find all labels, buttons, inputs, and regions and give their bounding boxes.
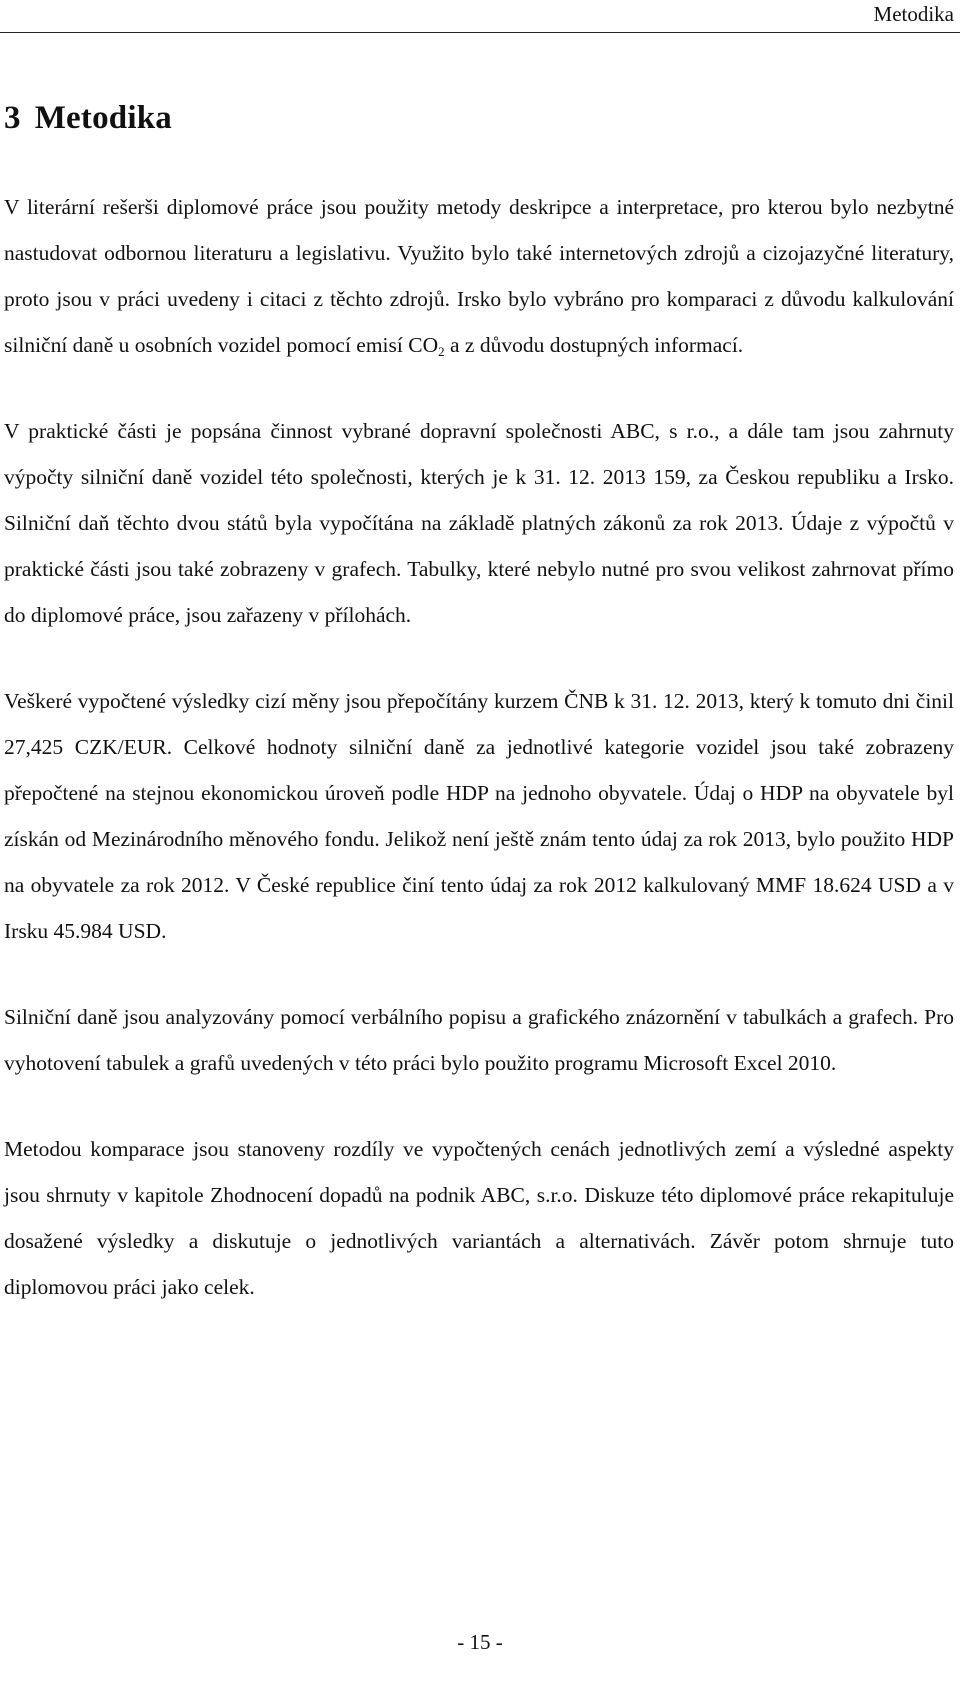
page-number: - 15 - <box>457 1630 503 1654</box>
chapter-number: 3 <box>4 100 21 136</box>
co2-subscript: 2 <box>438 344 445 359</box>
paragraph-1 <box>4 184 954 368</box>
paragraph-1-text: V literární rešerši diplomové práce jsou použity metody deskripce a interpretace, pro kterou bylo nezbytné nastudovat odbornou literaturu a legislativu. Využito bylo také internetových zdrojů a cizojazyčné literatury, proto jsou v práci uvedeny i citaci z těchto zdrojů. Irsko bylo vybráno pro komparaci z důvodu kalkulování silniční daně u osobních vozidel pomocí emisí CO <box>4 195 954 357</box>
header-divider <box>0 32 960 33</box>
paragraph-1-text-end: a z důvodu dostupných informací. <box>444 333 744 357</box>
chapter-title-text: Metodika <box>34 100 172 136</box>
paragraph-3: Veškeré vypočtené výsledky cizí měny jsou přepočítány kurzem ČNB k 31. 12. 2013, který k tomuto dni činil 27,425 CZK/EUR. Celkové hodnoty silniční daně za jednotlivé kategorie vozidel jsou také zobrazeny přepočtené na stejnou ekonomickou úroveň podle HDP na jednoho obyvatele. Údaj o HDP na obyvatele byl získán od Mezinárodního měnového fondu. Jelikož není ještě znám tento údaj za rok 2013, bylo použito HDP na obyvatele za rok 2012. V České republice činí tento údaj za rok 2012 kalkulovaný MMF 18.624 USD a v Irsku 45.984 USD. <box>4 689 954 943</box>
body-text <box>4 184 954 1350</box>
running-header <box>0 0 960 30</box>
chapter-title <box>4 100 172 137</box>
paragraph-2: V praktické části je popsána činnost vybrané dopravní společnosti ABC, s r.o., a dále tam jsou zahrnuty výpočty silniční daně vozidel této společnosti, kterých je k 31. 12. 2013 159, za Českou republiku a Irsko. Silniční daň těchto dvou států byla vypočítána na základě platných zákonů za rok 2013. Údaje z výpočtů v praktické části jsou také zobrazeny v grafech. Tabulky, které nebylo nutné pro svou velikost zahrnovat přímo do diplomové práce, jsou zařazeny v přílohách. <box>4 419 954 627</box>
paragraph-4: Silniční daně jsou analyzovány pomocí verbálního popisu a grafického znázornění v tabulkách a grafech. Pro vyhotovení tabulek a grafů uvedených v této práci bylo použito programu Microsoft Excel 2010. <box>4 1005 954 1075</box>
paragraph-5: Metodou komparace jsou stanoveny rozdíly ve vypočtených cenách jednotlivých zemí a výsledné aspekty jsou shrnuty v kapitole Zhodnocení dopadů na podnik ABC, s.r.o. Diskuze této diplomové práce rekapituluje dosažené výsledky a diskutuje o jednotlivých variantách a alternativách. Závěr potom shrnuje tuto diplomovou práci jako celek. <box>4 1137 954 1299</box>
running-header-title: Metodika <box>873 2 954 26</box>
